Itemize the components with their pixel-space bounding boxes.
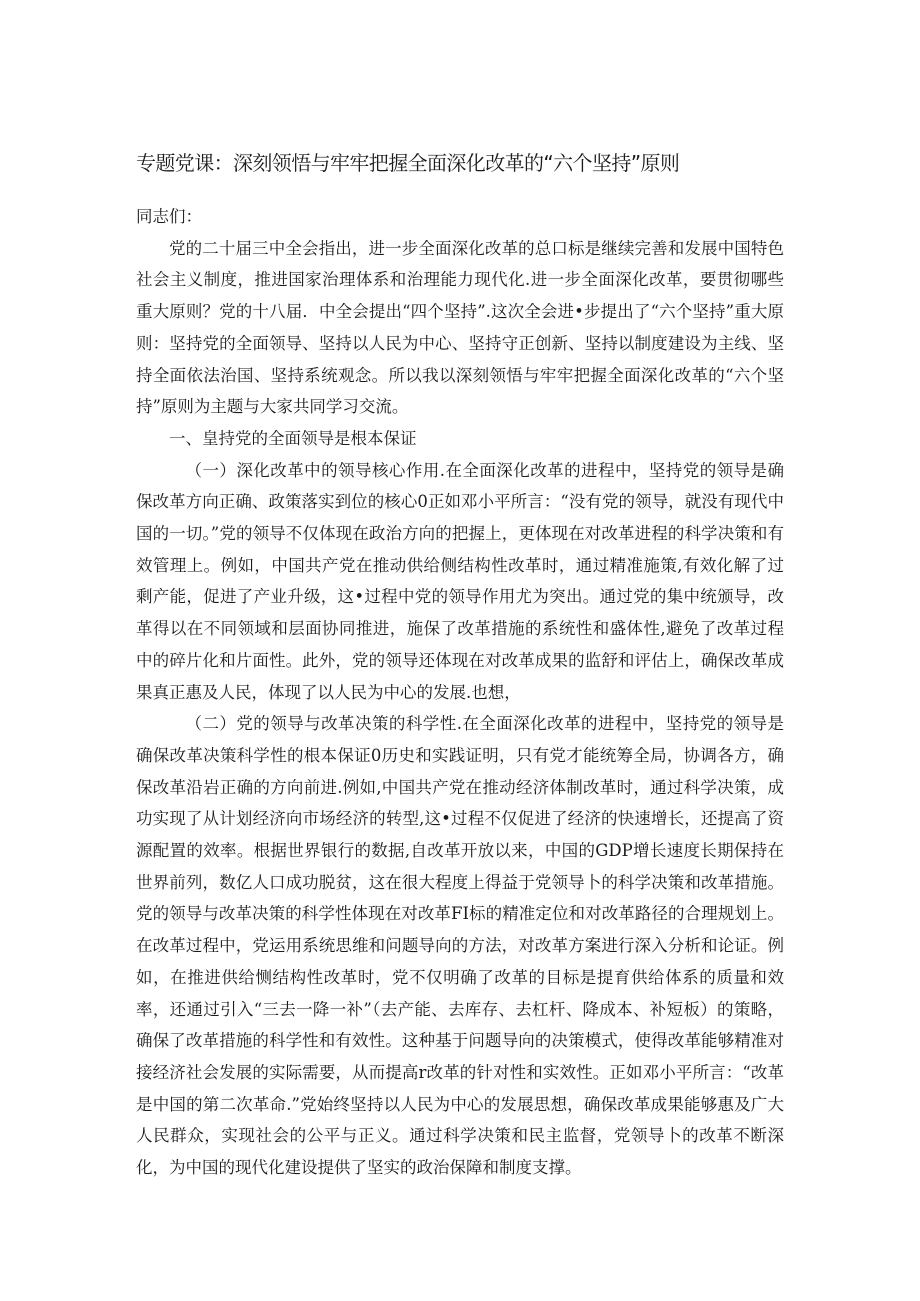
document-body [136,201,784,1184]
paragraph-2: （二）党的领导与改革决策的科学性.在全面深化改革的进程中，坚持党的领导是确保改革决策科学性的根本保证0历史和实践证明，只有党才能统筹全局，协调各方，确保改革沿岩正确的方向前进.例如,中国共产党在推动经济体制改革时，通过科学决策，成功实现了从计划经济向市场经济的转型,这•过程不仅促进了经济的快速增长，还提高了资源配置的效率。根据世界银行的数据,自改革开放以来，中国的GDP增长速度长期保持在世界前列，数亿人口成功脱贫，这在很大程度上得益于党领导卜的科学决策和改革措施。党的领导与改革决策的科学性体现在对改革FI标的精准定位和对改革路径的合理规划上。在改革过程中，党运用系统思维和问题导向的方法，对改革方案进行深入分析和论证。例如，在推进供给恻结构性改革时，党不仅明确了改革的目标是提育供给体系的质量和效率，还通过引入“三去一降一补”（去产能、去库存、去杠杆、降成本、补短板）的策略，确保了改革措施的科学性和有效性。这种基于问题导向的决策模式，使得改革能够精准对接经济社会发展的实际需要，从而提高r改革的针对性和实效性。正如邓小平所言：“改革是中国的第二次革命.”党始终坚持以人民为中心的发展思想，确保改革成果能够惠及广大人民群众，实现社会的公平与正义。通过科学决策和民主监督，党领导卜的改革不断深化，为中国的现代化建设提供了坚实的政治保障和制度支撑。 [136,714,784,1178]
document-title: 专题党课：深刻领悟与牢牢把握全面深化改革的“六个坚持”原则 [136,151,680,175]
section-heading: 一、皇持党的全面领导是根本保证 [169,428,417,448]
intro-paragraph: 党的二十届三中全会指出，进一步全面深化改革的总口标是继续完善和发展中国特色社会主义制度，推进国家治理体系和治理能力现代化.进一步全面深化改革，要贯彻哪些重大原则？党的十八届．中全会提出“四个坚持”.这次全会进•步提出了“六个坚持”重大原则：坚持党的全面领导、坚持以人民为中心、坚持守正创新、坚持以制度建设为主线、坚持全面依法治国、坚持系统观念。所以我以深刻领悟与牢牢把握全面深化改革的“六个坚持”原则为主题与大家共同学习交流。 [136,238,784,417]
paragraph-1: （一）深化改革中的领导核心作用.在全面深化改革的进程中，坚持党的领导是确保改革方向正确、政策落实到位的核心0正如邓小平所言：“没有党的领导，就没有现代中国的一切。”党的领导不仅体现在政治方向的把握上，更体现在对改革进程的科学决策和有效管理上。例如，中国共产党在推动供给侧结构性改革时，通过精准施策,有效化解了过剩产能，促进了产业升级，这•过程中党的领导作用尤为突出。通过党的集中统颁导，改革得以在不同领域和层面协同推进，施保了改革措施的系统性和盛体性,避免了改革过程中的碎片化和片面性。此外，党的领导还体现在对改革成果的监舒和评估上，确保改革成果真正惠及人民，体现了以人民为中心的发展.也想， [136,460,784,702]
salutation: 同志们： [136,207,202,226]
